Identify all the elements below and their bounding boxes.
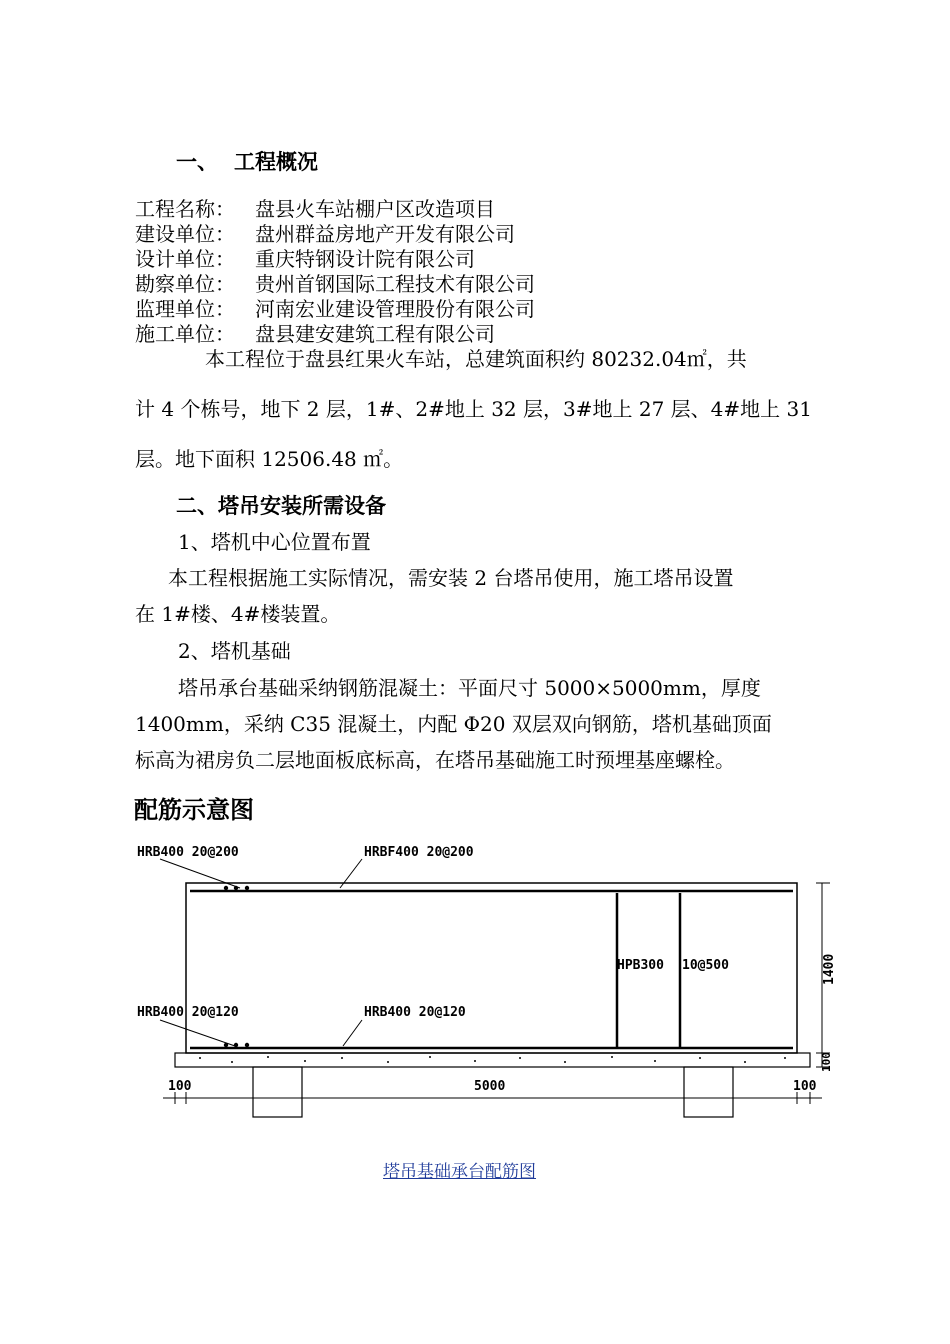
field-value: 河南宏业建设管理股份有限公司 [255, 297, 535, 321]
section1-title: 工程概况 [234, 150, 318, 174]
label-stirrup-grade: HPB300 [617, 958, 664, 973]
field-label: 工程名称： [135, 197, 235, 221]
label-stirrup-spacing: 10@500 [682, 958, 729, 973]
overview-paragraph-line3: 层。地下面积 12506.48 ㎡。 [135, 447, 404, 471]
overview-paragraph-line2: 计 4 个栋号，地下 2 层，1#、2#地上 32 层，3#地上 27 层、4#地上 31 [135, 397, 812, 421]
subsection1-line1: 本工程根据施工实际情况，需安装 2 台塔吊使用，施工塔吊设置 [168, 566, 734, 590]
subsection1-line2: 在 1#楼、4#楼装置。 [135, 602, 341, 626]
bottom-rebar-dot [245, 1043, 249, 1047]
dim-height-label: 1400 [822, 953, 837, 985]
field-value: 盘县火车站棚户区改造项目 [255, 197, 495, 221]
diagram-heading: 配筋示意图 [134, 796, 254, 824]
field-value: 贵州首钢国际工程技术有限公司 [255, 272, 535, 296]
section1-number: 一、 [176, 150, 218, 174]
subsection2-line3: 标高为裙房负二层地面板底标高，在塔吊基础施工时预埋基座螺栓。 [135, 748, 735, 772]
bottom-rebar-dot [234, 1043, 238, 1047]
leader-bottom-mid [343, 1020, 362, 1046]
cushion-hatch [199, 1056, 786, 1063]
top-rebar-dot [234, 886, 238, 890]
field-value: 盘县建安建筑工程有限公司 [255, 322, 495, 346]
section2-title: 二、塔吊安装所需设备 [176, 494, 386, 518]
field-label: 监理单位： [135, 297, 235, 321]
dim-cushion-label: 100 [820, 1052, 833, 1072]
overview-paragraph-line1: 本工程位于盘县红果火车站，总建筑面积约 80232.04㎡，共 [205, 347, 747, 371]
pile-right [684, 1067, 733, 1117]
diagram-caption[interactable]: 塔吊基础承台配筋图 [383, 1162, 536, 1182]
field-value: 盘州群益房地产开发有限公司 [255, 222, 515, 246]
field-label: 设计单位： [135, 247, 235, 271]
leader-bottom-left [160, 1020, 235, 1046]
label-bottom-left-rebar: HRB400 20@120 [137, 1005, 239, 1020]
label-top-left-rebar: HRB400 20@200 [137, 845, 239, 860]
dim-right-label: 100 [793, 1079, 817, 1094]
top-rebar-dot [224, 886, 228, 890]
pile-left [253, 1067, 302, 1117]
subsection1-title: 1、塔机中心位置布置 [178, 530, 371, 554]
field-label: 施工单位： [135, 322, 235, 346]
field-value: 重庆特钢设计院有限公司 [255, 247, 475, 271]
dim-width-label: 5000 [474, 1079, 506, 1094]
bottom-rebar-dot [224, 1043, 228, 1047]
field-label: 勘察单位： [135, 272, 235, 296]
label-top-mid-rebar: HRBF400 20@200 [364, 845, 474, 860]
top-rebar-dot [245, 886, 249, 890]
subsection2-title: 2、塔机基础 [178, 639, 291, 663]
field-label: 建设单位： [135, 222, 235, 246]
label-bottom-mid-rebar: HRB400 20@120 [364, 1005, 466, 1020]
dim-left-label: 100 [168, 1079, 192, 1094]
subsection2-line1: 塔吊承台基础采纳钢筋混凝土：平面尺寸 5000×5000mm，厚度 [178, 676, 761, 700]
subsection2-line2: 1400mm，采纳 C35 混凝土，内配 Φ20 双层双向钢筋，塔机基础顶面 [135, 712, 772, 736]
cushion-layer [175, 1053, 810, 1067]
